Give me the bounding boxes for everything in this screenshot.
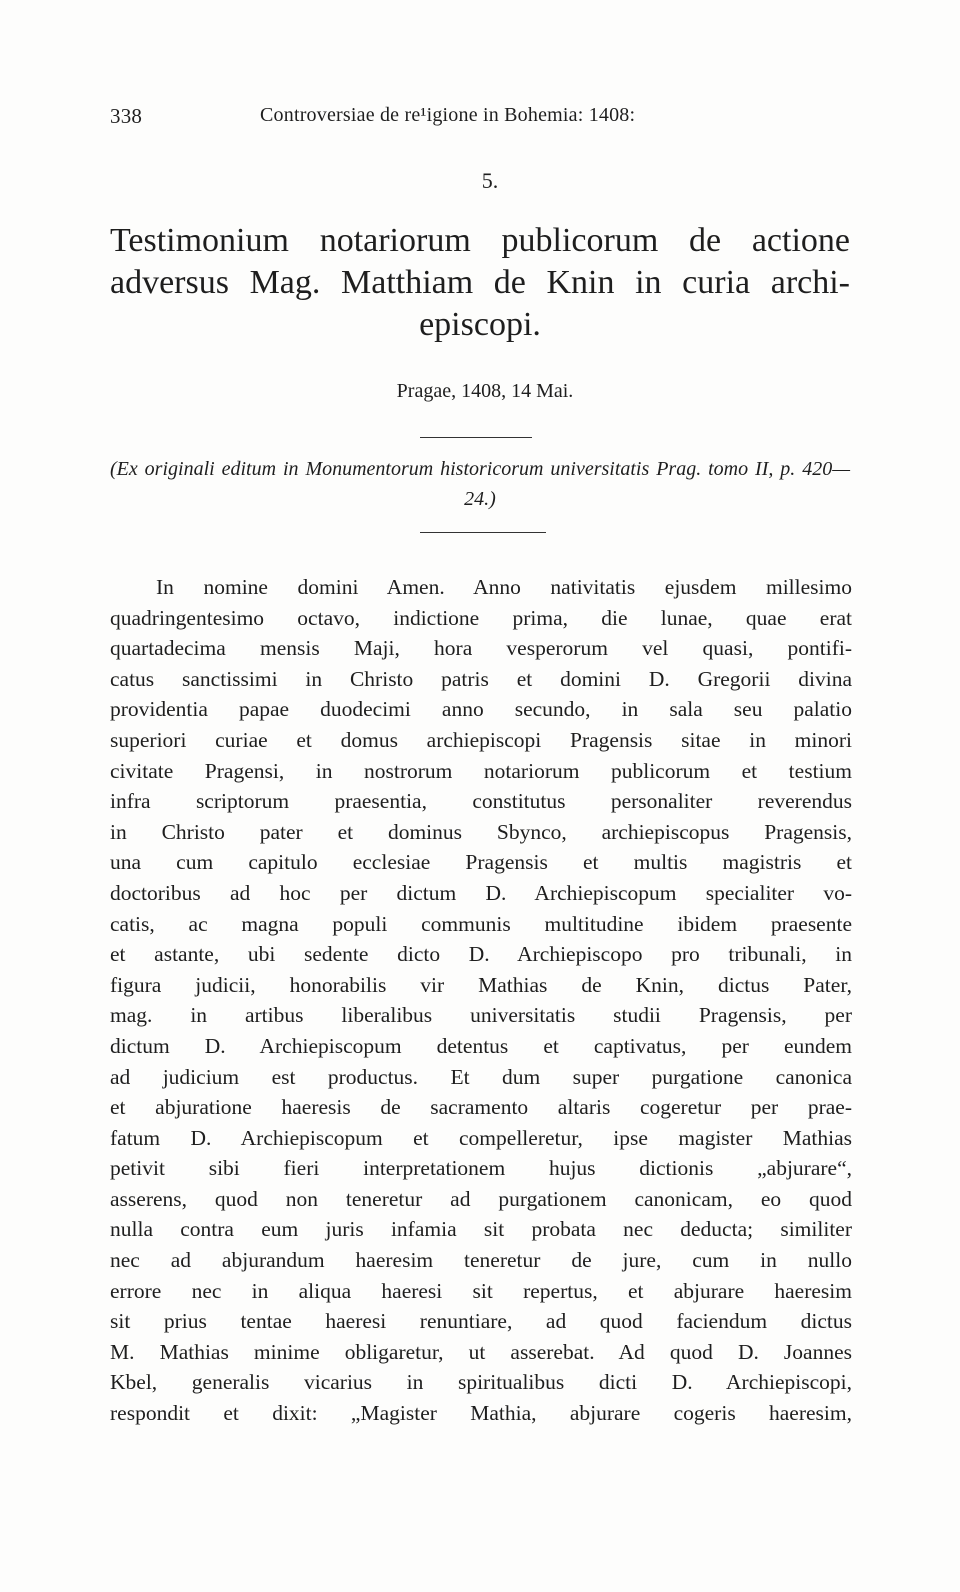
running-title: Controversiae de re¹igione in Bohemia: 1408: <box>260 104 636 126</box>
body-line: figura judicii, honorabilis vir Mathias de Knin, dictus Pater, <box>110 972 852 997</box>
page-number: 338 <box>110 104 143 128</box>
section-number: 5. <box>481 168 499 193</box>
body-line: ad judicium est productus. Et dum super purgatione canonica <box>110 1064 852 1089</box>
body-line: infra scriptorum praesentia, constitutus personaliter reverendus <box>110 789 852 814</box>
body-line: quartadecima mensis Maji, hora vesperorum vel quasi, pontifi- <box>110 636 852 661</box>
divider-rule-top <box>420 437 532 438</box>
body-line: nec ad abjurandum haeresim teneretur de jure, cum in nullo <box>110 1248 852 1273</box>
body-line: sit prius tentae haeresi renuntiare, ad quod faciendum dictus <box>110 1309 852 1334</box>
body-text <box>110 572 852 1429</box>
body-line: quadringentesimo octavo, indictione prima, die lunae, quae erat <box>110 605 852 630</box>
body-line: civitate Pragensi, in nostrorum notariorum publicorum et testium <box>110 758 852 783</box>
body-line: dictum D. Archiepiscopum detentus et captivatus, per eundem <box>110 1033 852 1058</box>
body-line: superiori curiae et domus archiepiscopi Pragensis sitae in minori <box>110 727 852 752</box>
body-line: catus sanctissimi in Christo patris et domini D. Gregorii divina <box>110 666 852 691</box>
body-line: errore nec in aliqua haeresi sit repertus, et abjurare haeresim <box>110 1278 852 1303</box>
body-line: et astante, ubi sedente dicto D. Archiepiscopo pro tribunali, in <box>110 942 852 967</box>
body-line: In nomine domini Amen. Anno nativitatis ejusdem millesimo <box>156 575 852 599</box>
body-line: providentia papae duodecimi anno secundo, in sala seu palatio <box>110 697 852 722</box>
body-line: Kbel, generalis vicarius in spiritualibus dicti D. Archiepiscopi, <box>110 1370 852 1395</box>
body-line: fatum D. Archiepiscopum et compelleretur, ipse magister Mathias <box>110 1125 852 1150</box>
body-line: et abjuratione haeresis de sacramento altaris cogeretur per prae- <box>110 1095 852 1120</box>
body-line: una cum capitulo ecclesiae Pragensis et multis magistris et <box>110 850 852 875</box>
running-header <box>110 104 850 134</box>
document-title: Testimonium notariorum publicorum de actione adversus Mag. Matthiam de Knin in curia archi-episcopi. <box>110 222 850 343</box>
body-line: mag. in artibus liberalibus universitatis studii Pragensis, per <box>110 1003 852 1028</box>
body-line: in Christo pater et dominus Sbynco, archiepiscopus Pragensis, <box>110 819 852 844</box>
body-line: doctoribus ad hoc per dictum D. Archiepiscopum specialiter vo- <box>110 880 852 905</box>
body-line: respondit et dixit: „Magister Mathia, abjurare cogeris haeresim, <box>110 1401 852 1426</box>
body-line: catis, ac magna populi communis multitudine ibidem praesente <box>110 911 852 936</box>
divider-rule-bottom <box>420 532 546 533</box>
body-line: petivit sibi fieri interpretationem hujus dictionis „abjurare“, <box>110 1156 852 1181</box>
body-line: asserens, quod non teneretur ad purgationem canonicam, eo quod <box>110 1186 852 1211</box>
place-date: Pragae, 1408, 14 Mai. <box>396 380 574 402</box>
source-note: (Ex originali editum in Monumentorum historicorum universitatis Prag. tomo II, p. 420—24.) <box>110 458 850 510</box>
body-line: M. Mathias minime obligaretur, ut asserebat. Ad quod D. Joannes <box>110 1339 852 1364</box>
body-line: nulla contra eum juris infamia sit probata nec deducta; similiter <box>110 1217 852 1242</box>
